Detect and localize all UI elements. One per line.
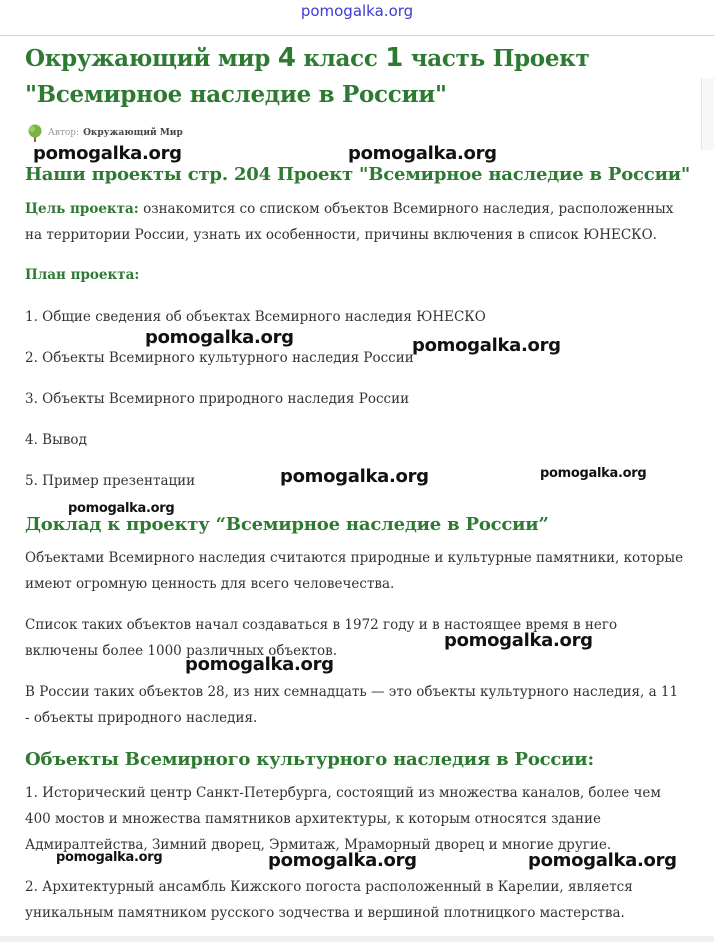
title-number: 4	[277, 43, 296, 73]
watermark: pomogalka.org	[145, 327, 294, 348]
watermark: pomogalka.org	[528, 850, 677, 871]
title-part: Окружающий мир	[25, 45, 278, 72]
plan-item: 4. Вывод	[25, 432, 87, 448]
plan-item: 5. Пример презентации	[25, 473, 196, 489]
watermark: pomogalka.org	[280, 466, 429, 487]
report-paragraph: В России таких объектов 28, из них семнадцать — это объекты культурного наследия, а 11 - объекты природного наследия.	[25, 684, 679, 726]
site-header-link[interactable]: pomogalka.org	[300, 2, 414, 20]
title-number: 1	[385, 43, 404, 73]
watermark: pomogalka.org	[68, 501, 175, 516]
goal-label: Цель проекта:	[25, 201, 139, 217]
culture-item: 2. Архитектурный ансамбль Кижского погоста расположенный в Карелии, является уникальным памятником русского зодчества и вершиной плотницкого мастерства.	[25, 879, 633, 921]
author-line	[25, 123, 183, 143]
header-divider	[0, 35, 714, 36]
watermark: pomogalka.org	[348, 143, 497, 164]
page-title	[25, 40, 625, 113]
author-name[interactable]: Окружающий Мир	[83, 128, 183, 138]
side-widget	[701, 78, 714, 150]
watermark: pomogalka.org	[185, 654, 334, 675]
title-part: часть Проект	[403, 45, 590, 72]
watermark: pomogalka.org	[444, 630, 593, 651]
plan-item: 3. Объекты Всемирного природного наследия России	[25, 391, 410, 407]
heading-report: Доклад к проекту “Всемирное наследие в России”	[25, 514, 549, 535]
title-part: класс	[295, 45, 386, 72]
watermark: pomogalka.org	[268, 850, 417, 871]
heading-culture: Объекты Всемирного культурного наследия в России:	[25, 749, 594, 770]
report-paragraph: Объектами Всемирного наследия считаются природные и культурные памятники, которые имеют огромную ценность для всего человечества.	[25, 550, 684, 592]
culture-item: 1. Исторический центр Санкт-Петербурга, состоящий из множества каналов, более чем 400 мостов и множества памятников архитектуры, к которым относятся здание Адмиралтейства, Зимний дворец, Эрмитаж, Мраморный дворец и многие другие.	[25, 785, 661, 853]
goal-paragraph	[25, 196, 685, 248]
plan-label: План проекта:	[25, 267, 140, 283]
plan-item: 1. Общие сведения об объектах Всемирного наследия ЮНЕСКО	[25, 309, 486, 325]
heading-projects: Наши проекты стр. 204 Проект "Всемирное наследие в России"	[25, 164, 691, 185]
title-line2: "Всемирное наследие в России"	[25, 81, 447, 108]
watermark: pomogalka.org	[33, 143, 182, 164]
goal-text: ознакомится со списком объектов Всемирного наследия, расположенных на территории России, узнать их особенности, причины включения в список ЮНЕСКО.	[25, 201, 674, 243]
report-paragraph: Список таких объектов начал создаваться в 1972 году и в настоящее время в него включены более 1000 различных объектов.	[25, 617, 618, 659]
plan-item: 2. Объекты Всемирного культурного наследия России	[25, 350, 414, 366]
watermark: pomogalka.org	[540, 466, 647, 481]
tree-icon	[25, 123, 45, 143]
author-label: Автор:	[48, 128, 80, 138]
watermark: pomogalka.org	[412, 335, 561, 356]
watermark: pomogalka.org	[56, 850, 163, 865]
page-bottom-bar	[0, 936, 714, 942]
